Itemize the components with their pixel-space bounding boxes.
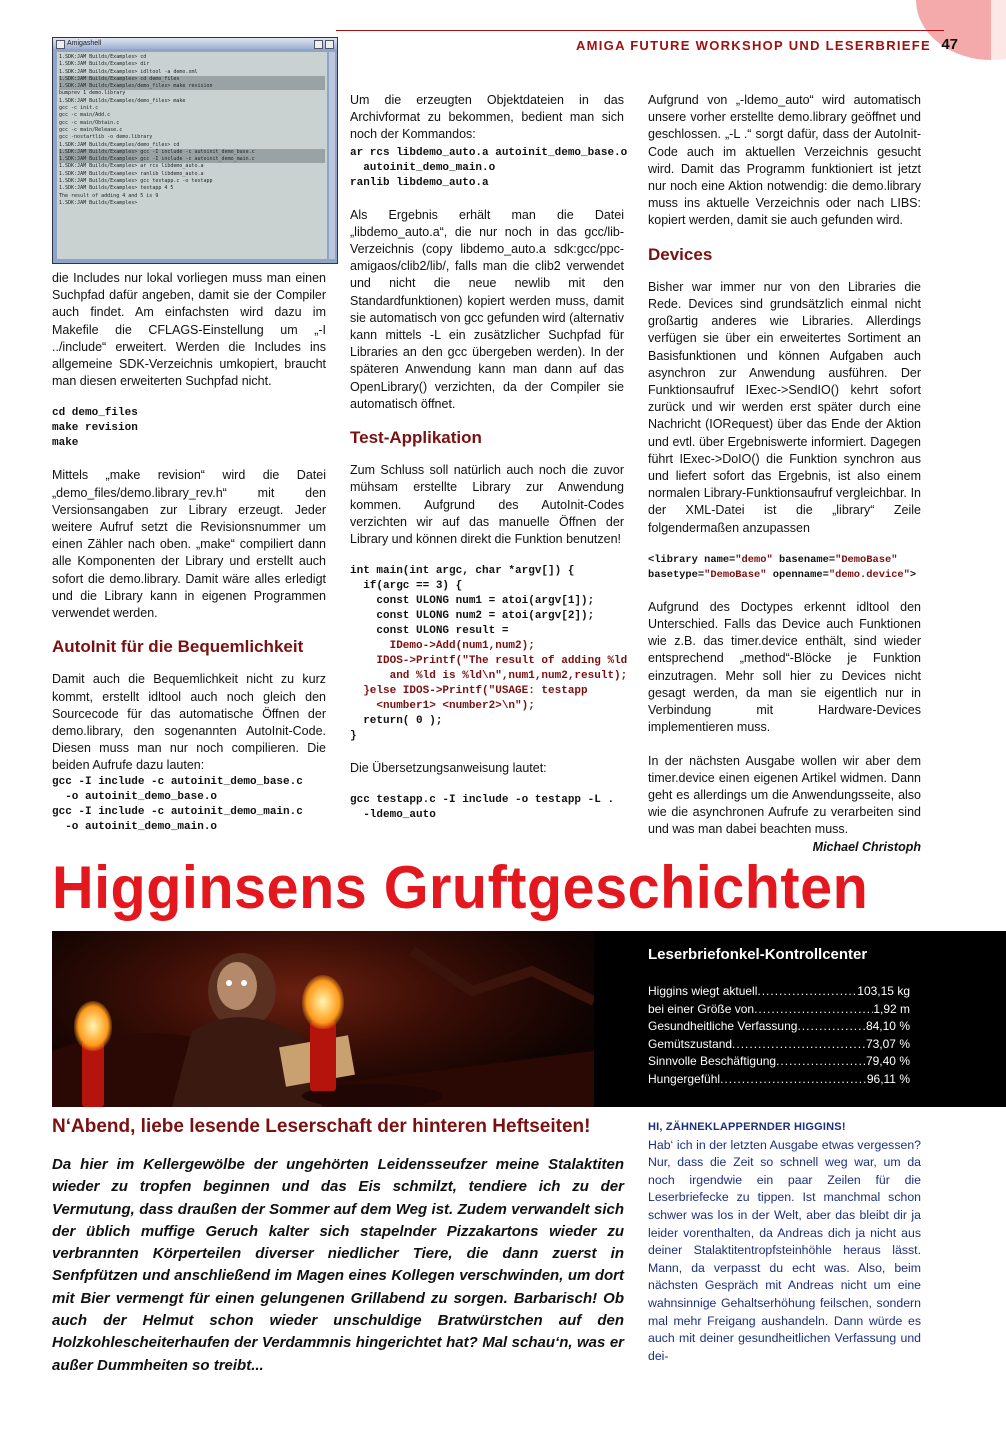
terminal-line: 1.SDK:JAM Builds/Examples> idltool -a demo.xml — [59, 68, 198, 75]
col1-paragraph-3: Damit auch die Bequemlichkeit nicht zu kurz kommt, erstellt idltool auch noch gleich den Sourcecode für das automatische Öffnen der demo.library, den sogenannten AutoInit-Code. Diesen muss man nur noch compilieren. Die beiden Aufrufe dazu lauten: — [52, 672, 326, 773]
col3-paragraph-2: Bisher war immer nur von den Libraries die Rede. Devices sind grundsätzlich einmal nicht großartig anderes wie Libraries. Allerdings verfügen sie über ein erweitertes Sortiment an Basisfunktionen und können Aufgaben auch asynchron zur Anwendung ausführen. Der Funktionsaufruf IExec->SendIO() kehrt sofort zurück und wir werden erst später durch eine Nachricht (IORequest) über das Ende der Aktion und evtl. über Ergebniswerte informiert. Dagegen führt IExec->DoIO() die Funktion synchron aus und liefert sofort das Ergebnis, ist also einem normalen Library-Funktionsaufruf vergleichbar. In der XML-Datei ist die „library“ Zeile folgendermaßen anzupassen — [648, 279, 921, 535]
code-line: } — [350, 730, 357, 743]
terminal-line: gcc -c init.c — [59, 105, 99, 112]
code-line: int main(int argc, char *argv[]) { — [350, 565, 575, 578]
code-line: and %ld is %ld\n",num1,num2,result); — [350, 670, 628, 683]
stat-value: 84,10 % — [865, 1019, 910, 1034]
control-center-title: Leserbriefonkel-Kontrollcenter — [648, 946, 868, 963]
stat-leader — [776, 1053, 866, 1071]
code-line: }else IDOS->Printf("USAGE: testapp — [350, 685, 588, 698]
stat-leader — [720, 1071, 867, 1089]
terminal-line: gcc -c main/Obtain.c — [59, 119, 120, 126]
stat-leader — [732, 1036, 866, 1054]
stat-value: 96,11 % — [866, 1071, 910, 1086]
column-3 — [648, 92, 921, 856]
terminal-line: 1.SDK:JAM Builds/Examples/demo_files> cd — [59, 141, 180, 148]
column-1 — [52, 270, 326, 851]
feature-intro: Da hier im Kellergewölbe der ungehörten Leidensseufzer meine Stalaktiten wieder zu tropfen beginnen und das Eis schmilzt, tendiere ich zu der Vermutung, dass draußen der Sommer auf dem Weg ist. Zudem verwandelt sich der üblich muffige Geruch kalter sich stapelnder Pizzakartons wieder zu verbrannten Körperteilen diverser niedlicher Tiere, die dann zuerst in Senfpfützen und anschließend im Magen eines Kollegen verschwinden, um dort mit Bier vermengt für einen gelungenen Grillabend zu sorgen. Barbarisch! Ob auch der Helmut schon wieder unschuldige Bratwürstchen auf den Holzkohlescheiterhaufen der Verdammnis hingerichtet hat? Mal schau‘n, was er außer Dummheiten so treibt... — [52, 1156, 624, 1374]
code-line: const ULONG num1 = atoi(argv[1]); — [350, 595, 595, 608]
stat-value: 73,07 % — [865, 1036, 910, 1051]
stat-value: 1,92 m — [873, 1001, 910, 1016]
feature-title: Higginsens Gruftgeschichten — [52, 854, 869, 921]
stat-row — [648, 1071, 910, 1089]
terminal-line: 1.SDK:JAM Builds/Examples> gcc -I include -c autoinit_demo_base.c — [59, 149, 325, 156]
terminal-line: 1.SDK:JAM Builds/Examples> ar rcs libdemo_auto.a — [59, 163, 204, 170]
terminal-titlebar — [53, 38, 337, 49]
terminal-line: 1.SDK:JAM Builds/Examples/demo_files> make — [59, 97, 186, 104]
stat-row — [648, 1053, 910, 1071]
terminal-line: 1.SDK:JAM Builds/Examples> dir — [59, 61, 150, 68]
col1-code-2: gcc -I include -c autoinit_demo_base.c -o autoinit_demo_base.o gcc -I include -c autoinit_demo_main.c -o autoinit_demo_main.o — [52, 775, 303, 833]
reader-letter — [648, 1119, 921, 1365]
terminal-line: 1.SDK:JAM Builds/Examples> ranlib libdemo_auto.a — [59, 170, 204, 177]
col2-code-1: ar rcs libdemo_auto.a autoinit_demo_base.o autoinit_demo_main.o ranlib libdemo_auto.a — [350, 146, 628, 189]
letter-text: Hab‘ ich in der letzten Ausgabe etwas vergessen? Nur, dass die Zeit so schnell weg war, um da noch irgendwie ein paar Zeilen für die Leserbriefecke zu tippen. Ist manchmal schon schwer was los in der Welt, aber das bleibt dir ja leider vorenthalten, da Andreas dich ja nicht aus deiner Stalaktitentropfsteinhöhle heraus lässt. Mann, da verpasst du echt was. Also, beim nächsten Gespräch mit Andreas nicht um eine wahnsinnige Gehaltserhöhung feilschen, sondern mal mehr Freigang aushandeln. Dann würde es auch mit deiner gesundheitlichen Verfassung und dei- — [648, 1137, 921, 1363]
stat-leader — [797, 1018, 866, 1036]
code-line: <library name="demo" basename="DemoBase" — [648, 553, 898, 566]
col2-paragraph-2: Als Ergebnis erhält man die Datei „libdemo_auto.a“, die nur noch in das gcc/lib-Verzeichnis (copy libdemo_auto.a sdk:gcc/ppc-amigaos/clib2/lib/, falls man die clib2 verwendet und nicht die neue newlib mit den Standardfunktionen) kopiert werden muss, damit sie automatisch von gcc gefunden wird (alternativ kann mittels -L ein zusätzlicher Suchpfad für Libraries an den gcc übergeben werden). In der späteren Anwendung kann man dann auf das OpenLibrary() verzichten, da der Compiler sie automatisch öffnet. — [350, 207, 624, 411]
terminal-scrollbar — [329, 52, 335, 259]
stat-label: Hungergefühl — [648, 1071, 721, 1086]
terminal-line: The result of adding 4 and 5 is 9 — [59, 192, 159, 199]
col2-code-3: gcc testapp.c -I include -o testapp -L . -ldemo_auto — [350, 794, 615, 822]
col1-paragraph-2: Mittels „make revision“ wird die Datei „demo_files/demo.library_rev.h“ mit den Versionsangaben zur Library erzeugt. Jeder weitere Aufruf setzt die Revisionsnummer um einen Zähler nach oben. „make“ compiliert dann alle Komponenten der Library und erstellt auch sofort die demo.library. Damit wäre alles erledigt und die Library kann in eigenen Programmen verwendet werden. — [52, 468, 326, 621]
crypt-illustration — [52, 931, 594, 1107]
terminal-line: gcc -c main/Add.c — [59, 112, 111, 119]
terminal-line: 1.SDK:JAM Builds/Examples> gcc -I include -c autoinit_demo_main.c — [59, 156, 325, 163]
terminal-line: gcc -c main/Release.c — [59, 126, 123, 133]
control-center-panel — [648, 946, 910, 1089]
code-line: basetype="DemoBase" openname="demo.device"> — [648, 568, 917, 581]
col1-code-1: cd demo_files make revision make — [52, 407, 138, 450]
terminal-line: 1.SDK:JAM Builds/Examples> — [59, 199, 138, 206]
stat-value: 79,40 % — [865, 1054, 910, 1069]
stat-row — [648, 1001, 910, 1019]
header-title: AMIGA FUTURE WORKSHOP UND LESERBRIEFE — [575, 38, 931, 53]
stat-label: Gemütszustand — [648, 1036, 733, 1051]
code-line: const ULONG result = — [350, 625, 509, 638]
col2-code-2 — [350, 564, 628, 744]
letter-greeting: HI, ZÄHNEKLAPPERNDER HIGGINS! — [648, 1121, 846, 1133]
zoom-icon — [314, 40, 323, 49]
col2-heading: Test-Applikation — [350, 428, 482, 448]
terminal-output — [57, 52, 327, 259]
terminal-screenshot — [52, 37, 338, 264]
code-line: return( 0 ); — [350, 715, 443, 728]
stat-row — [648, 983, 910, 1001]
col1-paragraph-1: die Includes nur lokal vorliegen muss man einen Suchpfad dafür angeben, damit sie der Compiler auch findet. Am einfachsten wird dazu im Makefile die CFLAGS-Einstellung um „-I ../include“ erweitert. Werden die Includes ins allgemeine SDK-Verzeichnis umkopiert, braucht man diesen erweiterten Suchpfad nicht. — [52, 271, 326, 389]
col3-heading: Devices — [648, 244, 713, 264]
close-icon — [56, 40, 65, 49]
code-line: if(argc == 3) { — [350, 580, 463, 593]
stat-leader — [754, 1001, 873, 1019]
code-line: const ULONG num2 = atoi(argv[2]); — [350, 610, 595, 623]
col3-paragraph-3: Aufgrund des Doctypes erkennt idltool den Unterschied. Falls das Device auch Funktionen wie z.B. das timer.device enthält, sind wieder entsprechend „method“-Blöcke je Funktion einzutragen. Mehr soll hier zu Devices nicht gesagt werden, da man sie eigentlich nur in Verbindung mit Hardware-Devices implementieren muss. — [648, 599, 921, 735]
terminal-line: gcc -nostartlib -o demo.library — [59, 134, 153, 141]
page-number: 47 — [941, 36, 958, 53]
col3-paragraph-4: In der nächsten Ausgabe wollen wir aber dem timer.device einen eigenen Artikel widmen. Dann geht es allerdings um die Anwendungsseite, also wie die asynchronen Aufrufe zu verarbeiten sind und was man dabei beachten muss. — [648, 753, 921, 837]
header-rule — [336, 30, 944, 31]
terminal-line: 1.SDK:JAM Builds/Examples> cd demo_files — [59, 76, 325, 83]
stat-row — [648, 1036, 910, 1054]
terminal-line: 1.SDK:JAM Builds/Examples/demo_files> make revision — [59, 83, 325, 90]
col2-paragraph-4: Die Übersetzungsanweisung lautet: — [350, 761, 547, 776]
terminal-line: 1.SDK:JAM Builds/Examples> cd — [59, 54, 147, 60]
code-line: IDOS->Printf("The result of adding %ld — [350, 655, 628, 668]
col2-paragraph-3: Zum Schluss soll natürlich auch noch die zuvor mühsam erstellte Library zur Anwendung kommen. Aufgrund des AutoInit-Codes verzichten wir auf das manuelle Öffnen der Library und können direkt die Funktion benutzen! — [350, 463, 624, 547]
code-line: IDemo->Add(num1,num2); — [350, 640, 535, 653]
feature-subtitle: N‘Abend, liebe lesende Leserschaft der hinteren Heftseiten! — [52, 1116, 591, 1137]
flame-left-icon — [74, 1001, 112, 1051]
stat-label: Gesundheitliche Verfassung — [648, 1019, 798, 1034]
stat-label: Higgins wiegt aktuell — [648, 984, 758, 998]
terminal-line: 1.SDK:JAM Builds/Examples> gcc testapp.c -o testapp — [59, 178, 213, 185]
stat-label: bei einer Größe von — [648, 1001, 755, 1016]
stat-row — [648, 1018, 910, 1036]
stats-list — [648, 983, 910, 1089]
col1-heading: AutoInit für die Bequemlichkeit — [52, 637, 304, 657]
col3-code-1 — [648, 553, 921, 583]
column-2 — [350, 92, 628, 839]
stat-value: 103,15 kg — [857, 984, 910, 998]
terminal-title: Amigashell — [67, 40, 102, 47]
stat-leader — [757, 983, 857, 1001]
col2-paragraph-1: Um die erzeugten Objektdateien in das Archivformat zu bekommen, bedient man sich noch der Kommandos: — [350, 93, 624, 142]
col3-paragraph-1: Aufgrund von „-ldemo_auto“ wird automatisch unsere vorher erstellte demo.library geöffnet und geschlossen. „-L .“ sorgt dafür, dass der AutoInit-Code auch im aktuellen Verzeichnis gesucht wird. Damit das Programm funktioniert ist jetzt nur noch eine Aktion notwendig: die demo.library muss ins aktuelle Verzeichnis oder nach LIBS: kopiert werden, damit sie auch gefunden wird. — [648, 93, 921, 228]
author-signature: Michael Christoph — [812, 839, 921, 854]
flame-right-icon — [302, 975, 344, 1029]
depth-icon — [325, 40, 334, 49]
terminal-line: bumprev 1 demo.library — [59, 90, 126, 97]
stat-label: Sinnvolle Beschäftigung — [648, 1054, 777, 1069]
candle-right — [310, 1021, 336, 1091]
terminal-line: 1.SDK:JAM Builds/Examples> testapp 4 5 — [59, 185, 174, 192]
code-line: <number1> <number2>\n"); — [350, 700, 535, 713]
